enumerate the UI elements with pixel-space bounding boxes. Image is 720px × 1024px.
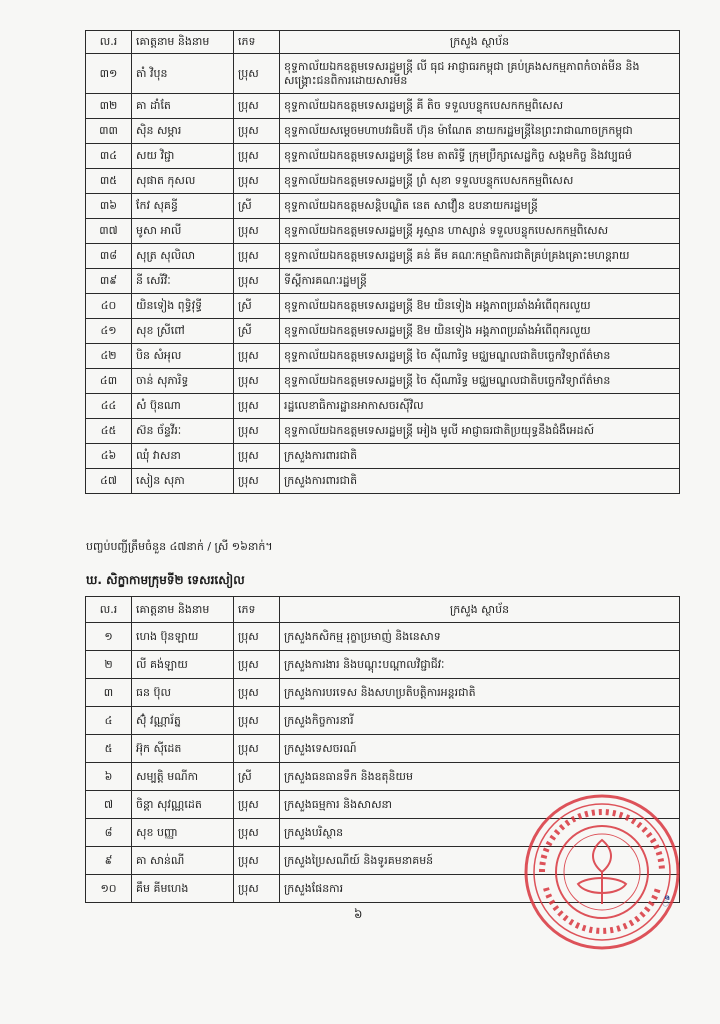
participant-name: ហេង ប៊ុនឡាយ <box>132 623 234 651</box>
row-number: ៣២ <box>86 94 132 119</box>
participant-gender: ប្រុស <box>234 419 280 444</box>
row-number: ៣៤ <box>86 144 132 169</box>
row-number: ៤៦ <box>86 444 132 469</box>
table-row <box>86 419 680 444</box>
table-row <box>86 319 680 344</box>
table-row <box>86 144 680 169</box>
row-number: ៤៤ <box>86 394 132 419</box>
participant-name: សំ ប៊ុនណា <box>132 394 234 419</box>
participant-name: ស៊ិន សម្ភារ <box>132 119 234 144</box>
participant-gender: ប្រុស <box>234 54 280 94</box>
row-number: ៣ <box>86 679 132 707</box>
participant-institution: ខុទ្ទកាល័យឯកឧត្តមទេសរដ្ឋមន្ត្រី អូស្មាន ហាស្សាន់ ទទួលបន្ទុកបេសកកម្មពិសេស <box>280 219 680 244</box>
participant-name: សយ វិជ្ជា <box>132 144 234 169</box>
table-header-row <box>86 597 680 623</box>
participant-name: មូសា អាលី <box>132 219 234 244</box>
participant-name: ឈុំ វាសនា <box>132 444 234 469</box>
participant-institution: ខុទ្ទកាល័យសម្តេចមហាបវរធិបតី ហ៊ុន ម៉ាណែត នាយករដ្ឋមន្ត្រីនៃព្រះរាជាណាចក្រកម្ពុជា <box>280 119 680 144</box>
participant-name: ចិន្តា សុវណ្ណដេត <box>132 791 234 819</box>
participant-institution: ខុទ្ទកាល័យឯកឧត្តមទេសរដ្ឋមន្ត្រី ខែម តាតរិទ្ធី ក្រុមប្រឹក្សាសេដ្ឋកិច្ច សង្គមកិច្ច និងវប្បធម៌ <box>280 144 680 169</box>
participant-gender: ប្រុស <box>234 679 280 707</box>
participant-name: ស៊ុំ វណ្ណារ័ត្ន <box>132 707 234 735</box>
row-number: ៦ <box>86 763 132 791</box>
participant-institution: ក្រសួងធនធានទឹក និងឧតុនិយម <box>280 763 680 791</box>
official-seal-icon <box>522 792 682 952</box>
participant-name: អ៊ុក ស៊ីដេត <box>132 735 234 763</box>
participant-name: ស៊ន ច័ន្ទវីរៈ <box>132 419 234 444</box>
row-number: ៣៣ <box>86 119 132 144</box>
participant-gender: ប្រុស <box>234 469 280 494</box>
participant-name: នី សេរីវិៈ <box>132 269 234 294</box>
row-number: ៤២ <box>86 344 132 369</box>
participant-institution: ក្រសួងការពារជាតិ <box>280 469 680 494</box>
participant-gender: ប្រុស <box>234 875 280 903</box>
section-heading: ឃ. សិក្ខាកាមក្រុមទី២ ទេសរសៀល <box>86 573 245 587</box>
participant-name: លី គង់ឡាយ <box>132 651 234 679</box>
participant-gender: ស្រី <box>234 763 280 791</box>
header-gender: ភេទ <box>234 31 280 54</box>
participant-institution: ខុទ្ទកាល័យឯកឧត្តមទេសរដ្ឋមន្ត្រី គី តិច ទទួលបន្ទុកបេសកកម្មពិសេស <box>280 94 680 119</box>
participant-institution: ក្រសួងធម្មការ និងសាសនា <box>280 791 680 819</box>
table-row <box>86 679 680 707</box>
participant-gender: ប្រុស <box>234 623 280 651</box>
participant-gender: ប្រុស <box>234 94 280 119</box>
table-row <box>86 707 680 735</box>
corner-mark: ꦷ <box>662 896 670 910</box>
table-row <box>86 735 680 763</box>
row-number: ៣៥ <box>86 169 132 194</box>
participant-institution: ខុទ្ទកាល័យឯកឧត្តមទេសរដ្ឋមន្ត្រី អៀង មូលី អាជ្ញាធរជាតិប្រយុទ្ធនឹងជំងឺអេដស៍ <box>280 419 680 444</box>
participant-name: កែវ សុគន្ធី <box>132 194 234 219</box>
table-header-row <box>86 31 680 54</box>
participants-table-1 <box>85 30 680 494</box>
participant-institution: រដ្ឋលេខាធិការដ្ឋានអាកាសចរស៊ីវិល <box>280 394 680 419</box>
row-number: ៣៨ <box>86 244 132 269</box>
participant-institution: ខុទ្ទកាល័យឯកឧត្តមទេសរដ្ឋមន្ត្រី ព្រំ សុខា ទទួលបន្ទុកបេសកកម្មពិសេស <box>280 169 680 194</box>
participant-institution: ក្រសួងកិច្ចការនារី <box>280 707 680 735</box>
participant-gender: ប្រុស <box>234 119 280 144</box>
participant-gender: ប្រុស <box>234 144 280 169</box>
row-number: ៨ <box>86 819 132 847</box>
row-number: ១០ <box>86 875 132 903</box>
row-number: ៧ <box>86 791 132 819</box>
row-number: ៤៥ <box>86 419 132 444</box>
table-row <box>86 344 680 369</box>
participant-institution: ខុទ្ទកាល័យឯកឧត្តមទេសរដ្ឋមន្ត្រី គន់ គីម គណៈកម្មាធិការជាតិគ្រប់គ្រងគ្រោះមហន្តរាយ <box>280 244 680 269</box>
participant-gender: ប្រុស <box>234 791 280 819</box>
table-row <box>86 369 680 394</box>
participant-name: សៀន សុភា <box>132 469 234 494</box>
header-number: ល.រ <box>86 31 132 54</box>
participant-institution: ខុទ្ទកាល័យឯកឧត្តមទេសរដ្ឋមន្ត្រី ឱម យិនទៀង អង្គភាពប្រឆាំងអំពើពុករលួយ <box>280 319 680 344</box>
participant-gender: ស្រី <box>234 194 280 219</box>
participant-name: សុត្រ សុលិលា <box>132 244 234 269</box>
table-row <box>86 651 680 679</box>
participant-institution: ក្រសួងប្រៃសណីយ៍ និងទូរគមនាគមន៍ <box>280 847 680 875</box>
table-row <box>86 219 680 244</box>
participant-gender: ប្រុស <box>234 819 280 847</box>
participant-name: តាំ វិបុន <box>132 54 234 94</box>
participant-gender: ប្រុស <box>234 169 280 194</box>
row-number: ៥ <box>86 735 132 763</box>
table-row <box>86 119 680 144</box>
participant-gender: ប្រុស <box>234 847 280 875</box>
row-number: ៤ <box>86 707 132 735</box>
row-number: ៤៣ <box>86 369 132 394</box>
participant-name: គឹម គីមហេង <box>132 875 234 903</box>
participant-institution: ក្រសួងការពារជាតិ <box>280 444 680 469</box>
participant-name: សុខ ស្រីពៅ <box>132 319 234 344</box>
header-institution: ក្រសួង ស្ថាប័ន <box>280 31 680 54</box>
table-row <box>86 444 680 469</box>
participant-institution: ក្រសួងផែនការ <box>280 875 680 903</box>
participant-institution: ខុទ្ទកាល័យឯកឧត្តមទេសរដ្ឋមន្ត្រី ចៃ ស៊ីណារិទ្ធ មជ្ឈមណ្ឌលជាតិបច្ចេកវិទ្យាព័ត៌មាន <box>280 369 680 394</box>
participant-name: បិន សំអុល <box>132 344 234 369</box>
row-number: ៣១ <box>86 54 132 94</box>
participant-institution: ក្រសួងការងារ និងបណ្តុះបណ្តាលវិជ្ជាជីវៈ <box>280 651 680 679</box>
row-number: ៩ <box>86 847 132 875</box>
header-number: ល.រ <box>86 597 132 623</box>
row-number: ៣៦ <box>86 194 132 219</box>
header-name: គោត្តនាម និងនាម <box>132 597 234 623</box>
participant-gender: ប្រុស <box>234 369 280 394</box>
summary-text: បញ្ចប់បញ្ជីត្រឹមចំនួន ៤៧នាក់ / ស្រី ១៦នាក់។ <box>86 540 273 553</box>
participant-gender: ប្រុស <box>234 344 280 369</box>
participant-institution: ខុទ្ទកាល័យឯកឧត្តមទេសរដ្ឋមន្ត្រី លី ធុជ អាជ្ញាធរកម្ពុជា គ្រប់គ្រងសកម្មភាពកំចាត់មីន និងសង្គ្រោះជនពិការដោយសារមីន <box>280 54 680 94</box>
participant-gender: ប្រុស <box>234 444 280 469</box>
participant-gender: ប្រុស <box>234 707 280 735</box>
table-row <box>86 269 680 294</box>
participant-institution: ក្រសួងបរិស្ថាន <box>280 819 680 847</box>
table-row <box>86 194 680 219</box>
table-row <box>86 244 680 269</box>
table-row <box>86 294 680 319</box>
participant-gender: ប្រុស <box>234 651 280 679</box>
page-number: ៦ <box>354 907 363 921</box>
row-number: ៣៧ <box>86 219 132 244</box>
participant-name: សុខ បញ្ញា <box>132 819 234 847</box>
participant-gender: ប្រុស <box>234 735 280 763</box>
header-institution: ក្រសួង ស្ថាប័ន <box>280 597 680 623</box>
participant-name: យិនទៀង ពុទ្ធិវុទ្ធី <box>132 294 234 319</box>
participant-gender: ប្រុស <box>234 219 280 244</box>
participant-name: សុផាត កុសល <box>132 169 234 194</box>
table-row <box>86 623 680 651</box>
row-number: ២ <box>86 651 132 679</box>
participant-name: គា សាន់ណី <box>132 847 234 875</box>
row-number: ៤១ <box>86 319 132 344</box>
participant-gender: ប្រុស <box>234 394 280 419</box>
participant-gender: ស្រី <box>234 294 280 319</box>
table-row <box>86 54 680 94</box>
participant-gender: ប្រុស <box>234 269 280 294</box>
participant-name: គា ដាំតែ <box>132 94 234 119</box>
table-row <box>86 763 680 791</box>
participant-name: ធន ប៊ុល <box>132 679 234 707</box>
participant-name: ចាន់ សុភារិទ្ធ <box>132 369 234 394</box>
participant-institution: ក្រសួងការបរទេស និងសហប្រតិបត្តិការអន្តរជាតិ <box>280 679 680 707</box>
participant-name: សម្បត្តិ មណីកា <box>132 763 234 791</box>
participant-gender: ស្រី <box>234 319 280 344</box>
header-gender: ភេទ <box>234 597 280 623</box>
row-number: ៣៩ <box>86 269 132 294</box>
participant-institution: ក្រសួងទេសចរណ៍ <box>280 735 680 763</box>
row-number: ៤៧ <box>86 469 132 494</box>
table-row <box>86 469 680 494</box>
participant-gender: ប្រុស <box>234 244 280 269</box>
header-name: គោត្តនាម និងនាម <box>132 31 234 54</box>
table-row <box>86 394 680 419</box>
table-row <box>86 169 680 194</box>
row-number: ៤០ <box>86 294 132 319</box>
participant-institution: ខុទ្ទកាល័យឯកឧត្តមសន្តិបណ្ឌិត នេត សាវឿន ឧបនាយករដ្ឋមន្ត្រី <box>280 194 680 219</box>
participant-institution: ក្រសួងកសិកម្ម រុក្ខាប្រមាញ់ និងនេសាទ <box>280 623 680 651</box>
participant-institution: ទីស្តីការគណៈរដ្ឋមន្ត្រី <box>280 269 680 294</box>
participant-institution: ខុទ្ទកាល័យឯកឧត្តមទេសរដ្ឋមន្ត្រី ឱម យិនទៀង អង្គភាពប្រឆាំងអំពើពុករលួយ <box>280 294 680 319</box>
row-number: ១ <box>86 623 132 651</box>
table-row <box>86 94 680 119</box>
participant-institution: ខុទ្ទកាល័យឯកឧត្តមទេសរដ្ឋមន្ត្រី ចៃ ស៊ីណារិទ្ធ មជ្ឈមណ្ឌលជាតិបច្ចេកវិទ្យាព័ត៌មាន <box>280 344 680 369</box>
